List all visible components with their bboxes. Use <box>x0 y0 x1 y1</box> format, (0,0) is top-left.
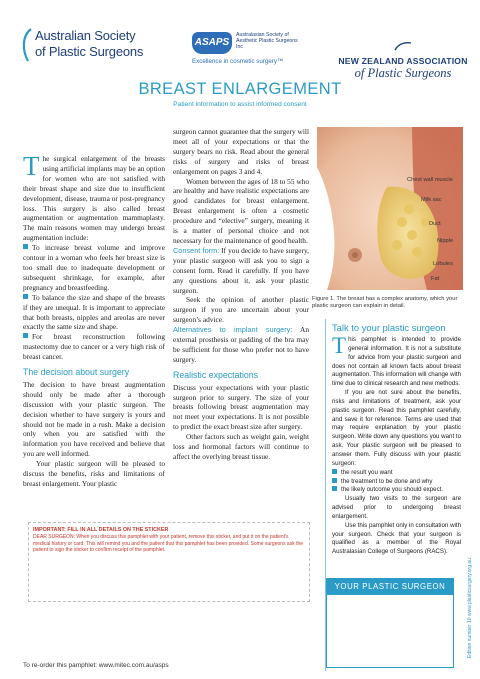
label-chest-wall-muscle: Chest wall muscle <box>407 177 453 183</box>
label-milk-sac: Milk sac <box>421 197 442 203</box>
talk-bullet <box>332 478 461 487</box>
heading-decision: The decision about surgery <box>23 367 130 378</box>
nzaps-line2: of Plastic Surgeons <box>354 66 452 80</box>
alternatives-text: An external prosthesis or padding of the bra may be sufficient for those who prefer not to have surgery. <box>173 325 309 364</box>
factors-paragraph: Other factors such as weight gain, weight loss and hormonal factors will continue to affect the overlying breast tissue. <box>173 432 309 461</box>
logo-row <box>0 22 480 80</box>
asaps-fullname: Australasian Society of Aesthetic Plastic Surgeons Inc <box>236 32 298 50</box>
edition-text: Edition number 10 www.plasticsurgery.org.au <box>467 558 473 658</box>
sticker-body: DEAR SURGEON: When you discuss this pamphlet with your patient, remove this sticker, and put it on the patient's medical history or card. This will remind you and the patient that this pamphlet has been provided. Some surgeons ask the patient to sign the sticker to confirm receipt of the pamphlet. <box>33 534 304 554</box>
figure-caption: Figure 1. The breast has a complex anatomy, which your plastic surgeon can explain in detail. <box>312 296 458 310</box>
talk-paragraph-2: If you are not sure about the benefits, risks and limitations of treatment, ask your plastic surgeon. Read this pamphlet carefully, and save it for reference. Terms are used that may require explanation by your plastic surgeon. Write down any questions you want to ask. Your plastic surgeon will be pleased to answer them. Fully discuss with your plastic surgeon: <box>332 389 461 467</box>
bullet-square-icon <box>23 244 28 249</box>
talk-dropcap: T <box>332 333 347 358</box>
alternatives-lead: Alternatives to implant surgery: <box>173 325 293 335</box>
your-surgeon-box <box>326 578 454 668</box>
dropcap: T <box>23 151 40 181</box>
benefits-paragraph: Your plastic surgeon will be pleased to discuss the benefits, risks and limitations of breast enlargement. Your plastic <box>23 459 165 488</box>
heading-realistic: Realistic expectations <box>173 369 259 380</box>
bullet-square-icon <box>23 333 28 338</box>
asps-name-line2: of Plastic Surgeons <box>35 44 144 59</box>
asaps-logo <box>192 32 312 86</box>
column-2 <box>173 127 309 462</box>
label-lobules: Lobules <box>433 261 453 267</box>
asps-swoosh-icon <box>20 28 34 62</box>
nzaps-line1: NEW ZEALAND ASSOCIATION <box>338 56 468 66</box>
reorder-footer: To re-order this pamphlet: www.mitec.com.au/asps <box>23 662 169 669</box>
bullet-text: To increase breast volume and improve contour in a woman who feels her breast size is too small due to inadequate development or subsequent shrinkage, for example, after pregnancy and breastfeeding. <box>23 243 165 292</box>
second-opinion-paragraph: Seek the opinion of another plastic surgeon if you are uncertain about your surgeon’s advice. <box>173 295 309 325</box>
guarantee-paragraph: surgeon cannot guarantee that the surgery will meet all of your expectations or that the surgery bears no risk. Read about the general risks of surgery and risks of breast enlargement on pages 3 and 4. <box>173 127 309 176</box>
consent-lead: Consent form: <box>173 245 220 255</box>
consent-paragraph <box>173 246 309 296</box>
page-title: BREAST ENLARGEMENT <box>138 80 342 98</box>
talk-paragraph-1 <box>332 333 461 389</box>
sticker-title: IMPORTANT: FILL IN ALL DETAILS ON THE STICKER <box>33 527 169 533</box>
bullet-square-icon <box>332 486 337 491</box>
talk-bullet <box>332 469 461 478</box>
bullet-square-icon <box>332 478 337 483</box>
talk-bullet-text: the likely outcome you should expect. <box>341 486 444 494</box>
label-nipple: Nipple <box>437 238 454 244</box>
talk-paragraph-4: Use this pamphlet only in consultation with your surgeon. Check that your surgeon is qualified as a member of the Royal Australasian College of Surgeons (RACS). <box>332 521 461 556</box>
nzaps-logo <box>338 38 468 78</box>
bullet-text: To balance the size and shape of the breasts if they are unequal. It is important to appreciate that both breasts, nipples and areolas are never exactly the same size and shape. <box>23 292 165 332</box>
intro-paragraph <box>23 151 165 243</box>
breast-anatomy-figure <box>317 127 463 290</box>
asps-name-line1: Australian Society <box>35 28 136 43</box>
alternatives-paragraph <box>173 325 309 365</box>
talk-paragraph-3: Usually two visits to the surgeon are advised prior to undergoing breast enlargement. <box>332 495 461 520</box>
your-surgeon-heading: YOUR PLASTIC SURGEON <box>327 579 453 595</box>
label-duct: Duct <box>429 221 441 227</box>
bullet-square-icon <box>23 294 28 299</box>
intro-text: he surgical enlargement of the breasts using artificial implants may be an option for women who are not satisfied with their breast shape and size due to insufficient development, disease, trauma or post-pregnancy loss. This surgery is also called breast augmentation or augmentation mammaplasty. The main reasons women may undergo breast augmentation include: <box>23 154 165 243</box>
asps-logo <box>20 26 175 66</box>
expectations-paragraph: Discuss your expectations with your plastic surgeon prior to surgery. The size of your breasts following breast augmentation may not meet your expectations. It is not possible to predict the exact breast size after surgery. <box>173 382 309 432</box>
column-1 <box>23 151 165 489</box>
talk-bullet-text: the result you want <box>341 468 393 476</box>
talk-text-1: his pamphlet is intended to provide general information. It is not a substitute for advice from your plastic surgeon and does not contain all known facts about breast augmentation. This information will change with time due to clinical research and new methods. <box>332 336 461 388</box>
sticker-notice <box>28 522 310 602</box>
decision-paragraph: The decision to have breast augmentation should only be made after a thorough discussion with your plastic surgeon. The decision whether to have surgery is yours and should not be made in a rush. Make a decision only when you are satisfied with the information you have received and believe that you are well informed. <box>23 379 165 459</box>
asaps-badge: ASAPS <box>192 32 232 54</box>
asaps-tagline: Excellence in cosmetic surgery™ <box>192 58 284 65</box>
page-subtitle: Patient information to assist informed consent <box>173 101 307 108</box>
bullet-item <box>23 293 165 333</box>
talk-bullet-text: the treatment to be done and why <box>341 477 433 485</box>
bullet-text: For breast reconstruction following mastectomy due to cancer or a very high risk of breast cancer. <box>23 332 165 362</box>
talk-bullet <box>332 486 461 495</box>
fern-icon <box>394 41 412 51</box>
consent-text: If you decide to have surgery, your plastic surgeon will ask you to sign a consent form. Read it carefully. If you have any questions about it, ask your plastic surgeon. <box>173 245 309 295</box>
bullet-square-icon <box>332 469 337 474</box>
bullet-item <box>23 332 165 362</box>
candidates-paragraph: Women between the ages of 18 to 55 who are healthy and have realistic expectations are good candidates for breast enlargement. Breast enlargement is often a cosmetic procedure and “elective” surgery, meaning it is a matter of personal choice and not necessary for the maintenance of good health. <box>173 176 309 245</box>
talk-heading: Talk to your plastic surgeon <box>332 322 446 333</box>
bullet-item <box>23 243 165 293</box>
label-fat: Fat <box>431 276 440 282</box>
talk-body <box>332 333 461 557</box>
edition-vertical-text <box>463 520 473 670</box>
